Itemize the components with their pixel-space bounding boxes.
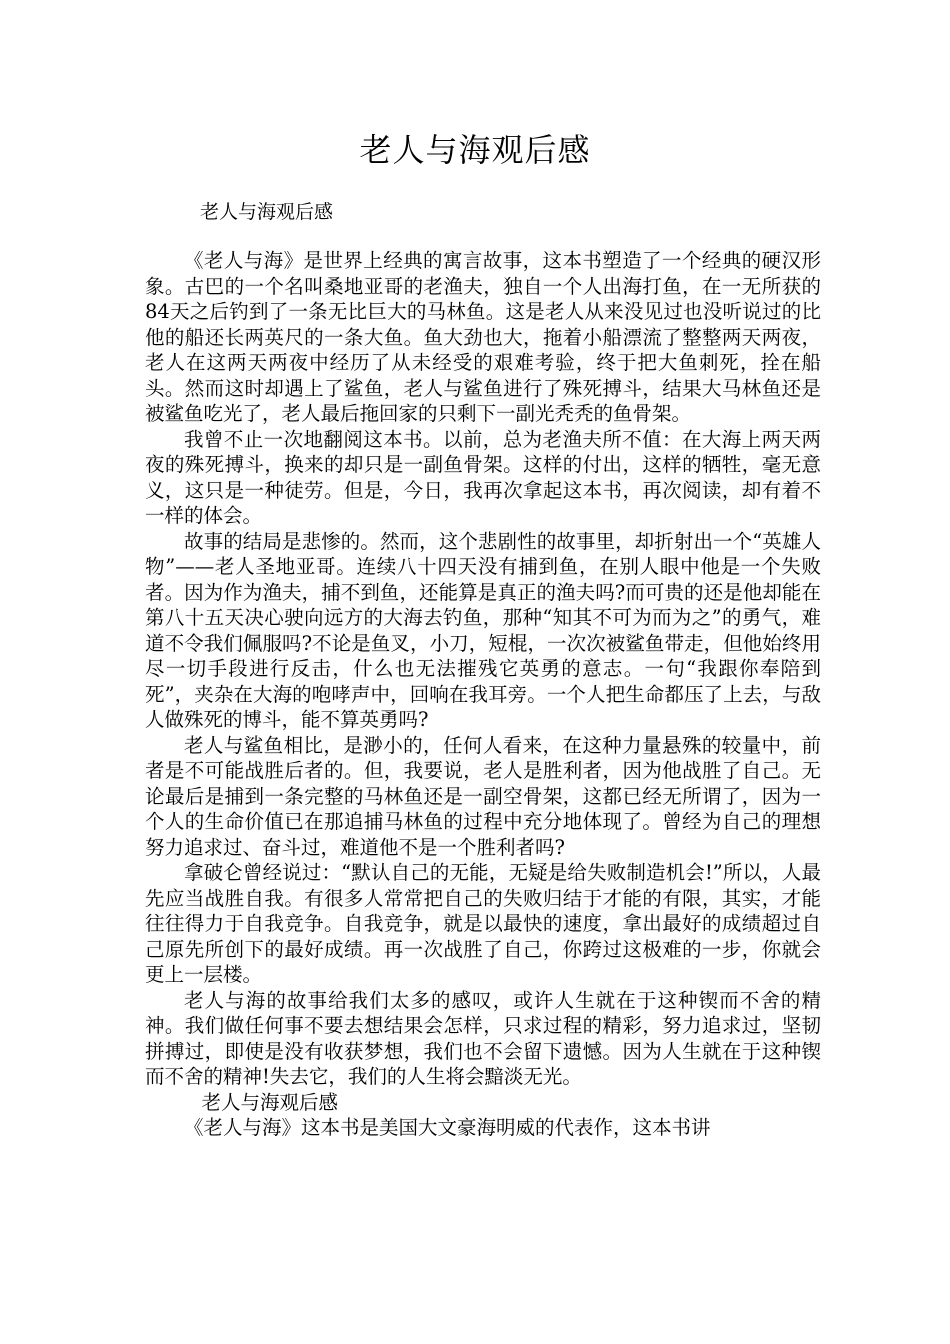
paragraph: 拿破仑曾经说过：“默认自己的无能，无疑是给失败制造机会!”所以，人最先应当战胜自我。有很多人常常把自己的失败归结于才能的有限，其实，才能往往得力于自我竞争。自我竞争，就是以最快的速度，拿出最好的成绩超过自己原先所创下的最好成绩。再一次战胜了自己，你跨过这极难的一步，你就会更上一层楼。 [145,861,821,986]
document-body [145,248,821,1141]
paragraph: 我曾不止一次地翻阅这本书。以前，总为老渔夫所不值：在大海上两天两夜的殊死搏斗，换来的却只是一副鱼骨架。这样的付出，这样的牺牲，毫无意义，这只是一种徒劳。但是，今日，我再次拿起这本书，再次阅读，却有着不一样的体会。 [145,427,821,527]
document-subtitle: 老人与海观后感 [200,201,334,223]
paragraph: 《老人与海》是世界上经典的寓言故事，这本书塑造了一个经典的硬汉形象。古巴的一个名叫桑地亚哥的老渔夫，独自一个人出海打鱼，在一无所获的84天之后钓到了一条无比巨大的马林鱼。这是老人从来没见过也没听说过的比他的船还长两英尺的一条大鱼。鱼大劲也大，拖着小船漂流了整整两天两夜，老人在这两天两夜中经历了从未经受的艰难考验，终于把大鱼刺死，拴在船头。然而这时却遇上了鲨鱼，老人与鲨鱼进行了殊死搏斗，结果大马林鱼还是被鲨鱼吃光了，老人最后拖回家的只剩下一副光秃秃的鱼骨架。 [145,249,821,425]
paragraph: 老人与鲨鱼相比，是渺小的，任何人看来，在这种力量悬殊的较量中，前者是不可能战胜后者的。但，我要说，老人是胜利者，因为他战胜了自己。无论最后是捕到一条完整的马林鱼还是一副空骨架，这都已经无所谓了，因为一个人的生命价值已在那追捕马林鱼的过程中充分地体现了。曾经为自己的理想努力追求过、奋斗过，难道他不是一个胜利者吗? [145,733,821,859]
second-essay-intro: 《老人与海》这本书是美国大文豪海明威的代表作，这本书讲 [184,1116,711,1139]
second-essay-heading: 老人与海观后感 [201,1090,339,1114]
document-title: 老人与海观后感 [359,131,591,169]
paragraph: 老人与海的故事给我们太多的感叹，或许人生就在于这种锲而不舍的精神。我们做任何事不要去想结果会怎样，只求过程的精彩，努力追求过，坚韧拼搏过，即使是没有收获梦想，我们也不会留下遗憾。因为人生就在于这种锲而不舍的精神!失去它，我们的人生将会黯淡无光。 [145,988,821,1088]
paragraph: 故事的结局是悲惨的。然而，这个悲剧性的故事里，却折射出一个“英雄人物”——老人圣地亚哥。连续八十四天没有捕到鱼，在别人眼中他是一个失败者。因为作为渔夫，捕不到鱼，还能算是真正的渔夫吗?而可贵的还是他却能在第八十五天决心驶向远方的大海去钓鱼，那种“知其不可为而为之”的勇气，难道不令我们佩服吗?不论是鱼叉，小刀，短棍，一次次被鲨鱼带走，但他始终用尽一切手段进行反击，什么也无法摧残它英勇的意志。一句“我跟你奉陪到死”，夹杂在大海的咆哮声中，回响在我耳旁。一个人把生命都压了上去，与敌人做殊死的博斗，能不算英勇吗? [145,529,821,731]
